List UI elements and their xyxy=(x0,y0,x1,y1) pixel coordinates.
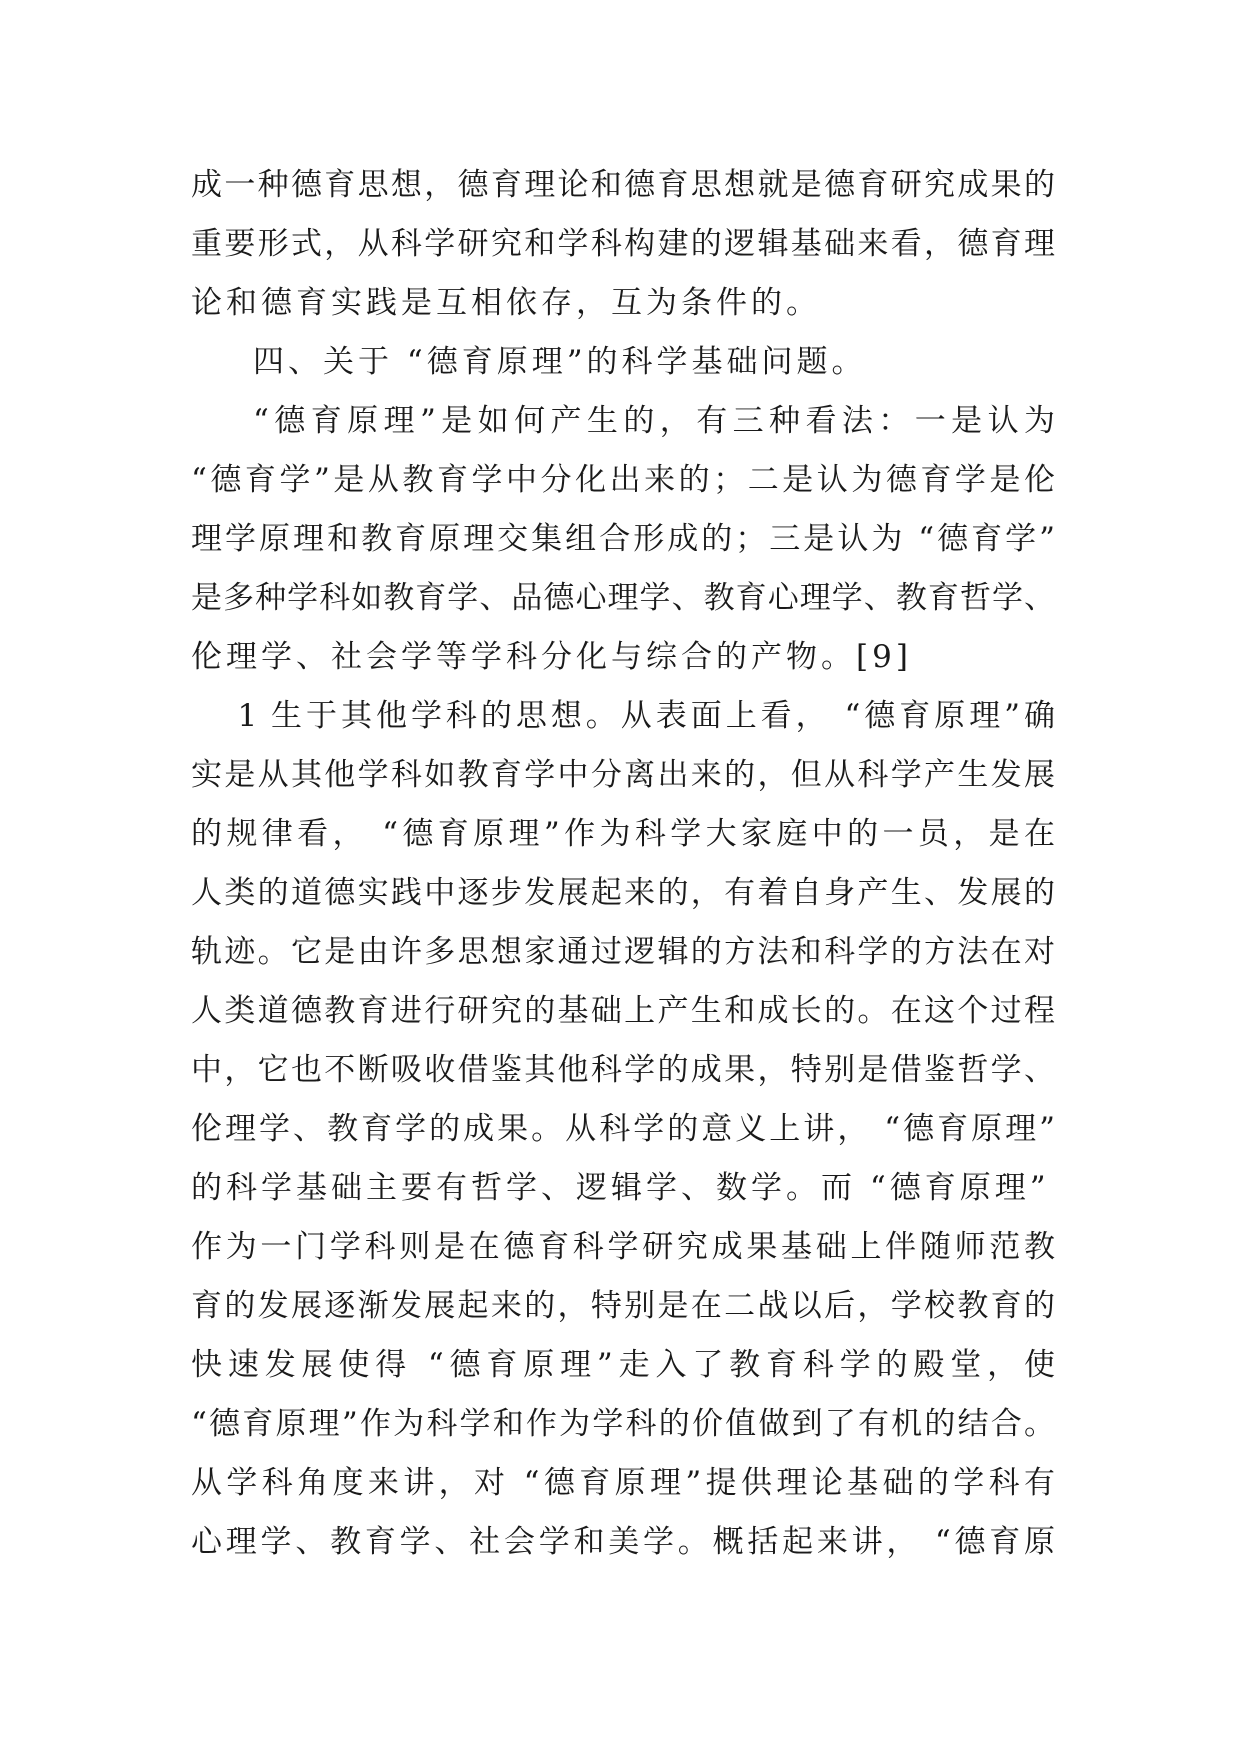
text-line: 论和德育实践是互相依存，互为条件的。 xyxy=(191,285,821,321)
text-line: 心理学、教育学、社会学和美学。概括起来讲， “德育原 xyxy=(191,1524,1055,1560)
text-line: 作为一门学科则是在德育科学研究成果基础上伴随师范教 xyxy=(191,1229,1055,1265)
text-line: “德育原理”是如何产生的，有三种看法：一是认为 xyxy=(253,403,1055,439)
text-line: 伦理学、社会学等学科分化与综合的产物。[9] xyxy=(191,639,912,675)
text-line: 理学原理和教育原理交集组合形成的；三是认为 “德育学” xyxy=(191,521,1055,557)
text-line: 的规律看， “德育原理”作为科学大家庭中的一员，是在 xyxy=(191,816,1055,852)
text-line: 轨迹。它是由许多思想家通过逻辑的方法和科学的方法在对 xyxy=(191,934,1055,970)
text-line: 成一种德育思想，德育理论和德育思想就是德育研究成果的 xyxy=(191,167,1055,203)
text-line: 人类的道德实践中逐步发展起来的，有着自身产生、发展的 xyxy=(191,875,1055,911)
text-line: 中，它也不断吸收借鉴其他科学的成果，特别是借鉴哲学、 xyxy=(191,1052,1055,1088)
text-line: 从学科角度来讲，对 “德育原理”提供理论基础的学科有 xyxy=(191,1465,1055,1501)
text-line: 是多种学科如教育学、品德心理学、教育心理学、教育哲学、 xyxy=(191,580,1055,616)
text-line: 快速发展使得 “德育原理”走入了教育科学的殿堂，使 xyxy=(191,1347,1055,1383)
text-line: “德育原理”作为科学和作为学科的价值做到了有机的结合。 xyxy=(191,1406,1055,1442)
text-line: 伦理学、教育学的成果。从科学的意义上讲， “德育原理” xyxy=(191,1111,1055,1147)
text-line: 1 生于其他学科的思想。从表面上看， “德育原理”确 xyxy=(237,698,1055,734)
text-line: 四、关于 “德育原理”的科学基础问题。 xyxy=(253,344,867,380)
text-line: “德育学”是从教育学中分化出来的；二是认为德育学是伦 xyxy=(191,462,1055,498)
text-line: 育的发展逐渐发展起来的，特别是在二战以后，学校教育的 xyxy=(191,1288,1055,1324)
text-line: 人类道德教育进行研究的基础上产生和成长的。在这个过程 xyxy=(191,993,1055,1029)
text-line: 重要形式，从科学研究和学科构建的逻辑基础来看，德育理 xyxy=(191,226,1055,262)
text-line: 实是从其他学科如教育学中分离出来的，但从科学产生发展 xyxy=(191,757,1055,793)
text-line: 的科学基础主要有哲学、逻辑学、数学。而 “德育原理” xyxy=(191,1170,1050,1206)
